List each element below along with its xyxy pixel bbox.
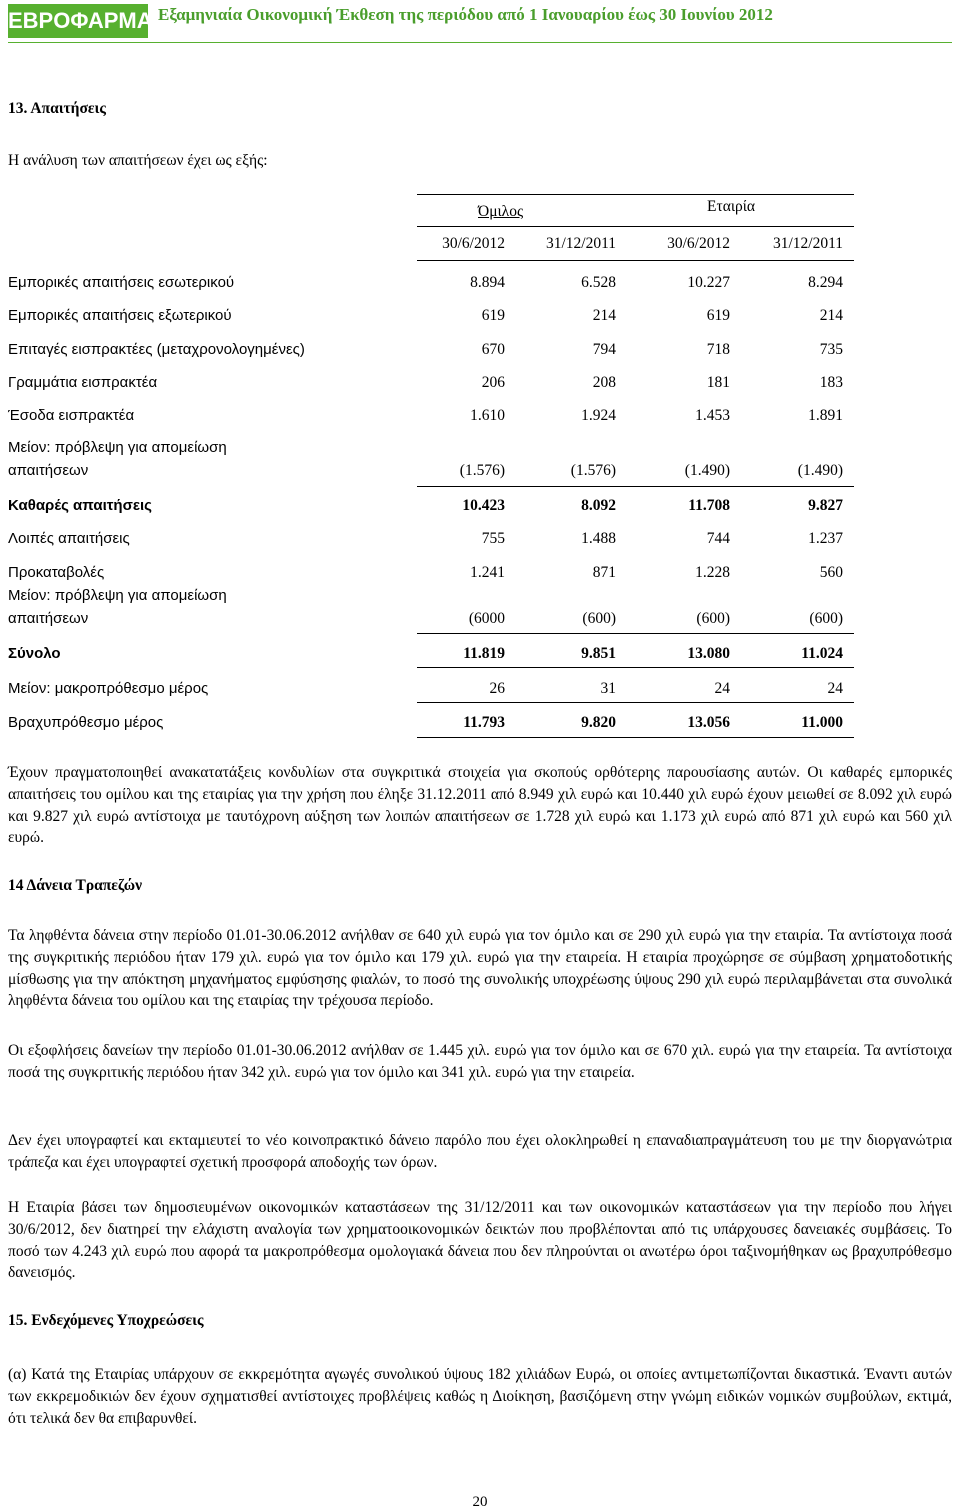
cell-value: 8.092 (581, 497, 616, 514)
row-label: Εμπορικές απαιτήσεις εξωτερικού (8, 307, 232, 324)
page-number: 20 (472, 1494, 488, 1510)
loans-paragraph-4: Η Εταιρία βάσει των δημοσιευμένων οικονομικών καταστάσεων της 31/12/2011 και των οικονομικών καταστάσεων για την περίοδο που λήγει 30/6/2012, δεν διατηρεί την ελάχιστη αναλογία των χρηματοοικονομικών δεικτών που προβλέπονται από τις υπάρχουσες δανειακές συμβάσεις. Το ποσό των 4.243 χιλ ευρώ που αφορά τα μακροπρόθεσμα ομολογιακά δάνεια που δεν πληρούνται οι ανωτέρω όροι ταξινομήθηκαν ως βραχυπρόθεσμο δανεισμός. (8, 1199, 952, 1282)
report-title: Εξαμηνιαία Οικονομική Έκθεση της περιόδου από 1 Ιανουαρίου έως 30 Ιουνίου 2012 (158, 5, 773, 24)
cell-value: 24 (827, 680, 843, 697)
row-label: Μείον: πρόβλεψη για απομείωση (8, 439, 227, 456)
section-14-heading: 14 Δάνεια Τραπεζών (8, 877, 143, 894)
cell-value: 206 (481, 374, 505, 391)
cell-value: 11.819 (463, 645, 505, 662)
column-header: 31/12/2011 (545, 235, 616, 252)
cell-value: 11.708 (688, 497, 730, 514)
cell-value: 871 (592, 564, 616, 581)
cell-value: 181 (706, 374, 730, 391)
cell-value: 6.528 (581, 274, 616, 291)
cell-value: 24 (714, 680, 730, 697)
cell-value: 13.080 (687, 645, 730, 662)
header-divider (8, 42, 952, 43)
cell-value: 735 (819, 341, 843, 358)
row-label: Λοιπές απαιτήσεις (8, 530, 130, 547)
cell-value: 1.610 (470, 407, 505, 424)
cell-value: 9.820 (581, 714, 616, 731)
cell-value: 183 (819, 374, 843, 391)
total-rule (417, 633, 854, 634)
cell-value: (600) (809, 610, 843, 627)
cell-value: 1.237 (808, 530, 843, 547)
cell-value: 11.793 (463, 714, 505, 731)
cell-value: 560 (819, 564, 843, 581)
cell-value: 10.227 (687, 274, 730, 291)
page-header (0, 0, 960, 42)
row-label: Μείον: μακροπρόθεσμο μέρος (8, 680, 209, 697)
cell-value: 9.851 (581, 645, 616, 662)
cell-value: 744 (706, 530, 730, 547)
cell-value: 13.056 (687, 714, 730, 731)
cell-value: 8.294 (808, 274, 843, 291)
column-header: 31/12/2011 (772, 235, 843, 252)
row-label: Βραχυπρόθεσμο μέρος (8, 714, 164, 731)
section-13-intro: Η ανάλυση των απαιτήσεων έχει ως εξής: (8, 152, 268, 169)
cell-value: 214 (592, 307, 616, 324)
section-13-heading: 13. Απαιτήσεις (8, 100, 106, 117)
cell-value: (1.490) (684, 462, 730, 479)
cell-value: (1.576) (459, 462, 505, 479)
row-label: Προκαταβολές (8, 564, 105, 581)
cell-value: 9.827 (808, 497, 843, 514)
longterm-rule (417, 702, 854, 703)
total-underline (417, 667, 854, 668)
reclassification-note: Έχουν πραγματοποιηθεί ανακατατάξεις κονδυλίων στα συγκριτικά στοιχεία για σκοπούς ορθότερης παρουσίασης αυτών. Οι καθαρές εμπορικές απαιτήσεις του ομίλου και της εταιρίας για την χρήση που έληξε 31.12.2011 από 8.949 χιλ ευρώ και 10.440 χιλ ευρώ έχουν μειωθεί σε 8.092 χιλ ευρώ και 9.827 χιλ ευρώ αντίστοιχα με ταυτόχρονη αύξηση των λοιπών απαιτήσεων σε 1.728 χιλ ευρώ και 1.173 χιλ ευρώ από 871 χιλ ευρώ και 560 χιλ ευρώ. (8, 764, 952, 847)
cell-value: 1.924 (581, 407, 616, 424)
cell-value: 1.488 (581, 530, 616, 547)
cell-value: 670 (481, 341, 505, 358)
cell-value: (600) (696, 610, 730, 627)
column-header: 30/6/2012 (442, 235, 505, 252)
subtotal-rule (417, 486, 854, 487)
cell-value: 11.024 (801, 645, 843, 662)
loans-paragraph-3: Δεν έχει υπογραφτεί και εκταμιευτεί το νέο κοινοπρακτικό δάνειο παρόλο που έχει ολοκληρωθεί η επαναδιαπραγμάτευση του με την διοργανώτρια τράπεζα και έχει υπογραφτεί σχετική προσφορά αποδοχής των όρων. (8, 1132, 952, 1171)
row-label: Γραμμάτια εισπρακτέα (8, 374, 158, 391)
header-underline (417, 226, 854, 227)
contingencies-paragraph: (α) Κατά της Εταιρίας υπάρχουν σε εκκρεμότητα αγωγές συνολικού ύψους 182 χιλιάδων Ευρώ, οι οποίες αντιμετωπίζονται δικαστικά. Έναντι αυτών των εκκρεμοδικιών δεν έχουν σχηματισθεί αντίστοιχες προβλέψεις καθώς η Διοίκηση, βασιζόμενη στην γνώμη ειδικών νομικών συμβούλων, εκτιμά, ότι τελικά δεν θα επιβαρυνθεί. (8, 1366, 952, 1427)
cell-value: 11.000 (801, 714, 843, 731)
cell-value: 619 (706, 307, 730, 324)
group-column-label: Όμιλος (478, 203, 524, 220)
row-label: Καθαρές απαιτήσεις (8, 497, 152, 514)
cell-value: 794 (592, 341, 616, 358)
cell-value: 8.894 (470, 274, 505, 291)
company-logo: ΕΒΡΟΦΑΡΜΑ (8, 4, 148, 38)
cell-value: (1.490) (797, 462, 843, 479)
row-label: απαιτήσεων (8, 610, 89, 627)
table-top-rule (417, 194, 854, 195)
column-header: 30/6/2012 (667, 235, 730, 252)
cell-value: 31 (600, 680, 616, 697)
row-label: Σύνολο (8, 645, 61, 662)
header-bottom-rule (417, 260, 854, 261)
cell-value: 619 (481, 307, 505, 324)
section-15-heading: 15. Ενδεχόμενες Υποχρεώσεις (8, 1312, 204, 1329)
row-label: Επιταγές εισπρακτέες (μεταχρονολογημένες) (8, 341, 305, 358)
row-label: Έσοδα εισπρακτέα (8, 407, 135, 424)
cell-value: 1.241 (470, 564, 505, 581)
loans-paragraph-1: Τα ληφθέντα δάνεια στην περίοδο 01.01-30.06.2012 ανήλθαν σε 640 χιλ ευρώ για τον όμιλο και σε 290 χιλ ευρώ για την εταιρία. Τα αντίστοιχα ποσά της συγκριτικής περιόδου ήταν 179 χιλ. ευρώ για τον όμιλο και 179 χιλ. ευρώ για την εταιρεία. Η εταιρία προχώρησε σε σύμβαση χρηματοδοτικής μίσθωσης για την απόκτηση μηχανήματος εμφύσησης φιαλών, το ποσό της συνολικής υποχρέωσης ύψους 290 χιλ ευρώ περιλαμβάνεται στα συνολικά ληφθέντα δάνεια του ομίλου και της εταιρίας την τρέχουσα περίοδο. (8, 927, 952, 1010)
row-label: Μείον: πρόβλεψη για απομείωση (8, 587, 227, 604)
cell-value: 718 (706, 341, 730, 358)
company-column-label: Εταιρία (707, 198, 756, 215)
cell-value: 755 (481, 530, 505, 547)
row-label: Εμπορικές απαιτήσεις εσωτερικού (8, 274, 235, 291)
cell-value: 1.891 (808, 407, 843, 424)
loans-paragraph-2: Οι εξοφλήσεις δανείων την περίοδο 01.01-30.06.2012 ανήλθαν σε 1.445 χιλ. ευρώ για τον όμιλο και σε 670 χιλ. ευρώ για την εταιρεία. Τα αντίστοιχα ποσά της συγκριτικής περιόδου ήταν 342 χιλ. ευρώ για τον όμιλο και 341 χιλ. ευρώ για την εταιρεία. (8, 1042, 952, 1081)
cell-value: 10.423 (462, 497, 505, 514)
row-label: απαιτήσεων (8, 462, 89, 479)
cell-value: 1.228 (695, 564, 730, 581)
cell-value: (1.576) (570, 462, 616, 479)
cell-value: 208 (592, 374, 616, 391)
table-bottom-rule (417, 737, 854, 738)
cell-value: (6000 (468, 610, 505, 627)
cell-value: 26 (489, 680, 505, 697)
cell-value: 1.453 (695, 407, 730, 424)
cell-value: (600) (582, 610, 616, 627)
cell-value: 214 (819, 307, 843, 324)
